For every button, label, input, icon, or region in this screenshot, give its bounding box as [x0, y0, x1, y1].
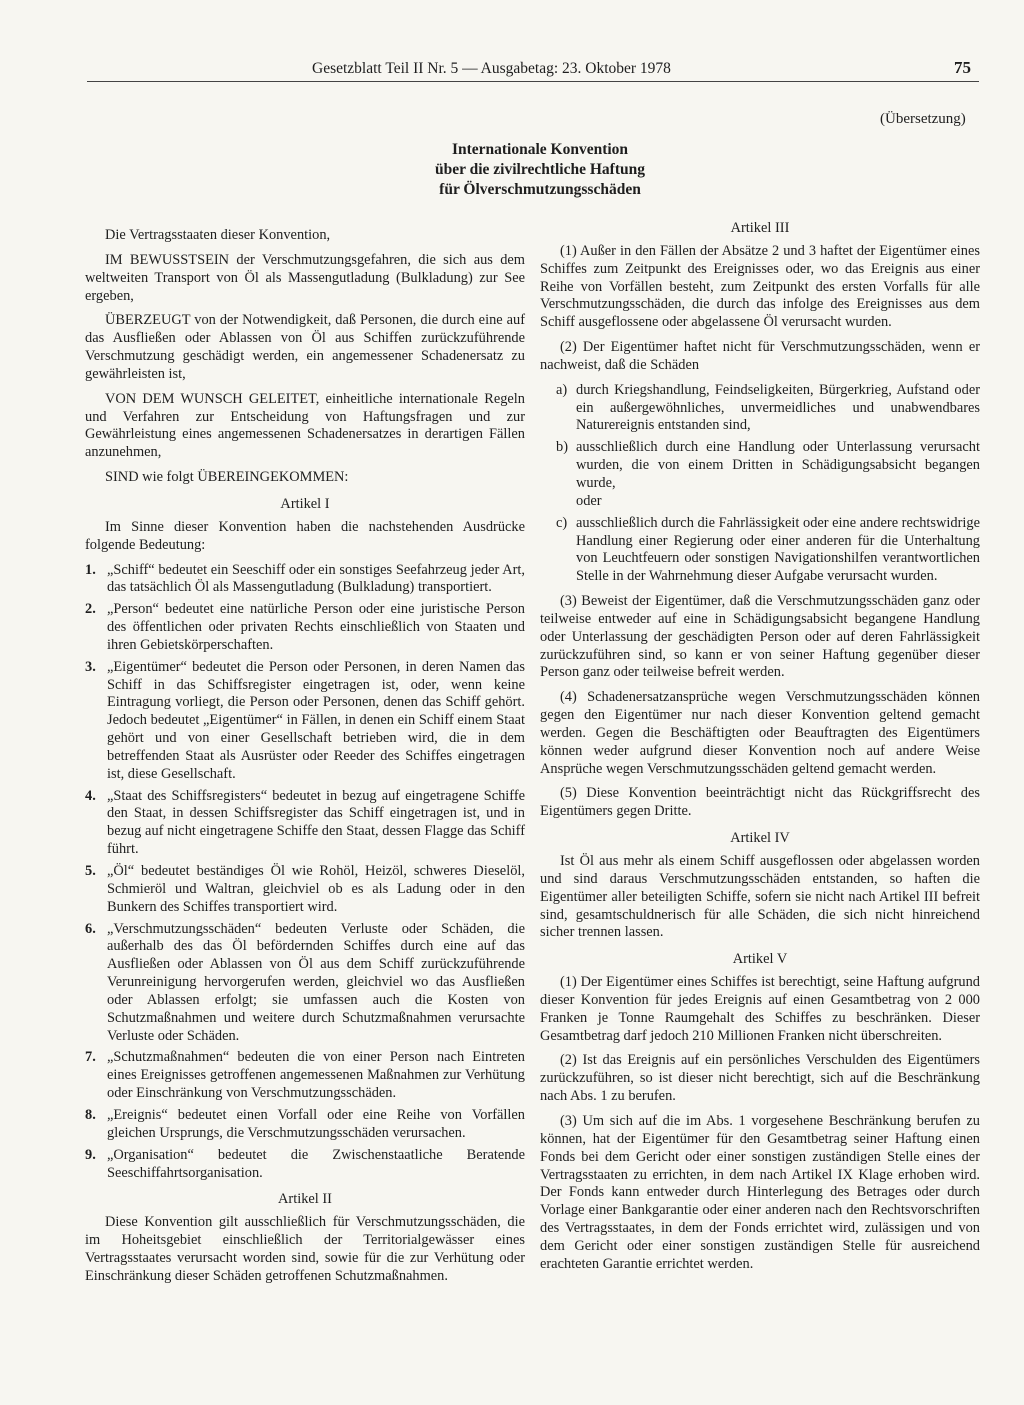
item-number: 3.	[85, 658, 96, 675]
list-item	[85, 659, 525, 784]
item-text: ausschließlich durch die Fahrlässigkeit oder eine andere rechtswidrige Handlung einer Regierung oder einer anderen für die Unterhaltung von Leuchtfeuern oder sonstigen Navigationshilfen verantwortlichen Stelle in der Wahrnehmung dieser Aufgabe verursacht wurden.	[576, 514, 980, 585]
item-number: 7.	[85, 1049, 96, 1066]
item-number: 9.	[85, 1146, 96, 1163]
list-item	[85, 1107, 525, 1143]
item-text: ausschließlich durch eine Handlung oder Unterlassung verursacht wurden, die von einem Dritten in Schädigungsabsicht begangen wurde,	[576, 439, 980, 491]
preamble-paragraph: Die Vertragsstaaten dieser Konvention,	[105, 227, 331, 243]
article-paragraph: (2) Ist das Ereignis auf ein persönliches Verschulden des Eigentümers zurückzuführen, so ist dieser nicht berechtigt, sich auf die Beschränkung nach Abs. 1 zu berufen.	[540, 1052, 980, 1105]
item-number: 2.	[85, 601, 96, 618]
article-paragraph: (3) Beweist der Eigentümer, daß die Verschmutzungsschäden ganz oder teilweise entweder auf eine in Schädigungsabsicht begangene Handlung oder Unterlassung der geschädigten Person oder auf deren Fahrlässigkeit zurückzuführen sind, so kann er von seiner Haftung gegenüber dieser Person ganz oder teilweise befreit werden.	[540, 593, 980, 681]
article-heading: Artikel II	[278, 1191, 332, 1208]
list-item	[540, 382, 980, 436]
article-heading: Artikel I	[280, 495, 330, 512]
article-heading: Artikel III	[730, 220, 790, 236]
definitions-list	[85, 562, 525, 1183]
article-paragraph: (1) Der Eigentümer eines Schiffes ist berechtigt, seine Haftung aufgrund dieser Konvention für jedes Ereignis auf einen Gesamtbetrag von 2 000 Franken je Tonne Raumgehalt des Schiffes zu beschränken. Dieser Gesamtbetrag darf jedoch 210 Millionen Franken nicht überschreiten.	[540, 974, 980, 1044]
item-letter: a)	[556, 381, 568, 398]
article-paragraph: (3) Um sich auf die im Abs. 1 vorgesehene Beschränkung berufen zu können, hat der Eigentümer für den Gesamtbetrag seiner Haftung einen Fonds bei dem Gericht oder einer sonstigen zuständigen Stelle eines der Vertragsstaaten zu errichten, in dem nach Artikel IX Klage erhoben wird. Der Fonds kann entweder durch Hinterlegung des Betrages oder durch Vorlage einer Bankgarantie oder einer anderen nach den Rechtsvorschriften des Vertragsstaates, in dem der Fonds errichtet wird, zulässigen und von dem Gericht oder einer sonstigen zuständigen Stelle für ausreichend erachteten Garantie errichtet werden.	[540, 1112, 980, 1272]
article-paragraph: Ist Öl aus mehr als einem Schiff ausgeflossen oder abgelassen worden und sind daraus Verschmutzungsschäden entstanden, so haften die Eigentümer aller beteiligten Schiffe, sofern sie nicht nach Artikel III befreit sind, gesamtschuldnerisch für alle Schäden, die sich nicht hinreichend sicher trennen lassen.	[540, 853, 980, 941]
page-number: 75	[954, 58, 971, 77]
list-item	[540, 515, 980, 586]
article-paragraph: (5) Diese Konvention beeinträchtigt nicht das Rückgriffsrecht des Eigentümers gegen Dritte.	[540, 785, 980, 820]
item-number: 1.	[85, 561, 96, 578]
preamble-paragraph: SIND wie folgt ÜBEREINGEKOMMEN:	[105, 469, 349, 486]
item-number: 8.	[85, 1106, 96, 1123]
left-column	[85, 227, 525, 1286]
list-item	[85, 1147, 525, 1183]
item-text: „Eigentümer“ bedeutet die Person oder Personen, in deren Namen das Schiff in das Schiffsregister eingetragen ist, oder, wenn keine Eintragung vorliegt, die Person oder Personen, denen das Schiff gehört. Jedoch bedeutet „Eigentümer“ in Fällen, in denen ein Schiff einem Staat gehört und von einer Gesellschaft betrieben wird, die in dem betreffenden Staat als Ausrüster oder Reeder des Schiffes eingetragen ist, diese Gesellschaft.	[107, 658, 525, 782]
item-text: „Schiff“ bedeutet ein Seeschiff oder ein sonstiges Seefahrzeug jeder Art, das tatsächlich Öl als Massengutladung (Bulkladung) transportiert.	[107, 561, 525, 596]
item-text: „Ereignis“ bedeutet einen Vorfall oder eine Reihe von Vorfällen gleichen Ursprungs, die Verschmutzungsschäden verursachen.	[107, 1106, 525, 1141]
item-letter: c)	[556, 514, 568, 531]
title-line-3: für Ölverschmutzungsschäden	[439, 181, 641, 198]
running-header: Gesetzblatt Teil II Nr. 5 — Ausgabetag: 23. Oktober 1978	[312, 60, 671, 77]
list-item	[85, 562, 525, 598]
article-paragraph: (1) Außer in den Fällen der Absätze 2 und 3 haftet der Eigentümer eines Schiffes zum Zeitpunkt des Ereignisses oder, wo das Ereignis aus einer Reihe von Vorfällen besteht, zum Zeitpunkt des ersten Vorfalls für alle Verschmutzungsschäden, die durch das infolge des Ereignisses aus dem Schiff ausgeflossene oder abgelassene Öl verursacht wurden.	[540, 242, 980, 331]
article-paragraph: (4) Schadenersatzansprüche wegen Verschmutzungsschäden können gegen den Eigentümer nur nach dieser Konvention geltend gemacht werden. Gegen die Beschäftigten oder Beauftragten des Eigentümers können weder aufgrund dieser Konvention noch auf andere Weise Ansprüche wegen Verschmutzungsschäden geltend gemacht werden.	[540, 689, 980, 777]
preamble-paragraph: IM BEWUSSTSEIN der Verschmutzungsgefahren, die sich aus dem weltweiten Transport von Öl als Massengutladung (Bulkladung) zur See ergeben,	[85, 251, 525, 304]
item-text: durch Kriegshandlung, Feindseligkeiten, Bürgerkrieg, Aufstand oder ein außergewöhnliches, unvermeidliches und unabwendbares Naturereignis entstanden sind,	[576, 381, 980, 434]
item-letter: b)	[556, 439, 568, 456]
article-heading: Artikel IV	[730, 830, 790, 847]
header-rule	[87, 81, 979, 82]
article-heading: Artikel V	[732, 951, 788, 968]
title-line-1: Internationale Konvention	[451, 141, 629, 158]
item-text: „Öl“ bedeutet beständiges Öl wie Rohöl, Heizöl, schweres Dieselöl, Schmieröl und Waltran, gleichviel ob es als Ladung oder in den Bunkern des Schiffes transportiert wird.	[107, 863, 525, 915]
article-intro: Im Sinne dieser Konvention haben die nachstehenden Ausdrücke folgende Bedeutung:	[85, 518, 525, 553]
list-item	[85, 921, 525, 1046]
preamble-paragraph: ÜBERZEUGT von der Notwendigkeit, daß Personen, die durch eine auf das Ausfließen oder Ablassen von Öl aus Schiffen zurückzuführende Verschmutzung geschädigt werden, ein angemessener Schadenersatz zu gewährleisten ist,	[85, 312, 525, 382]
exemptions-list	[540, 382, 980, 586]
translation-note: (Übersetzung)	[880, 111, 966, 127]
preamble-paragraph: VON DEM WUNSCH GELEITET, einheitliche internationale Regeln und Verfahren zur Entscheidung von Haftungsfragen und zur Gewährleistung eines angemessenen Schadenersatzes in derartigen Fällen anzunehmen,	[85, 390, 525, 461]
list-item	[85, 788, 525, 859]
title-line-2: über die zivilrechtliche Haftung	[435, 161, 645, 178]
article-paragraph: (2) Der Eigentümer haftet nicht für Verschmutzungsschäden, wenn er nachweist, daß die Schäden	[540, 339, 980, 373]
list-item	[85, 863, 525, 917]
right-column	[540, 220, 980, 1274]
item-text: „Schutzmaßnahmen“ bedeuten die von einer Person nach Eintreten eines Ereignisses getroffenen angemessenen Maßnahmen zur Verhütung oder Einschränkung von Verschmutzungsschäden.	[107, 1049, 525, 1102]
list-item	[85, 601, 525, 655]
article-paragraph: Diese Konvention gilt ausschließlich für Verschmutzungsschäden, die im Hoheitsgebiet einschließlich der Territorialgewässer eines Vertragsstaates verursacht worden sind, sowie für die zur Verhütung oder Einschränkung dieser Schäden getroffenen Schutzmaßnahmen.	[85, 1214, 525, 1284]
item-text: „Organisation“ bedeutet die Zwischenstaatliche Beratende Seeschiffahrtsorganisation.	[107, 1146, 525, 1181]
list-item	[540, 439, 980, 510]
item-number: 4.	[85, 787, 96, 804]
item-number: 5.	[85, 863, 96, 879]
item-text: „Person“ bedeutet eine natürliche Person oder eine juristische Person des öffentlichen oder privaten Rechts einschließlich von Staaten und ihren Gebietskörperschaften.	[107, 601, 525, 653]
item-text: „Verschmutzungsschäden“ bedeuten Verluste oder Schäden, die außerhalb des das Öl befördernden Schiffes durch eine auf das Ausfließen oder Ablassen von Öl aus dem Schiff zurückzuführende Verunreinigung hervorgerufen werden, gleichviel wo das Ausfließen oder Ablassen erfolgt; sie umfassen auch die Kosten von Schutzmaßnahmen und weitere durch Schutzmaßnahmen verursachte Verluste oder Schäden.	[107, 920, 525, 1044]
item-conjunction: oder	[576, 492, 602, 509]
list-item	[85, 1049, 525, 1103]
item-text: „Staat des Schiffsregisters“ bedeutet in bezug auf eingetragene Schiffe den Staat, in dessen Schiffsregister das Schiff eingetragen ist, und in bezug auf nicht eingetragene Schiffe den Staat, dessen Flagge das Schiff führt.	[107, 787, 525, 858]
document-title	[362, 140, 718, 200]
item-number: 6.	[85, 920, 96, 937]
